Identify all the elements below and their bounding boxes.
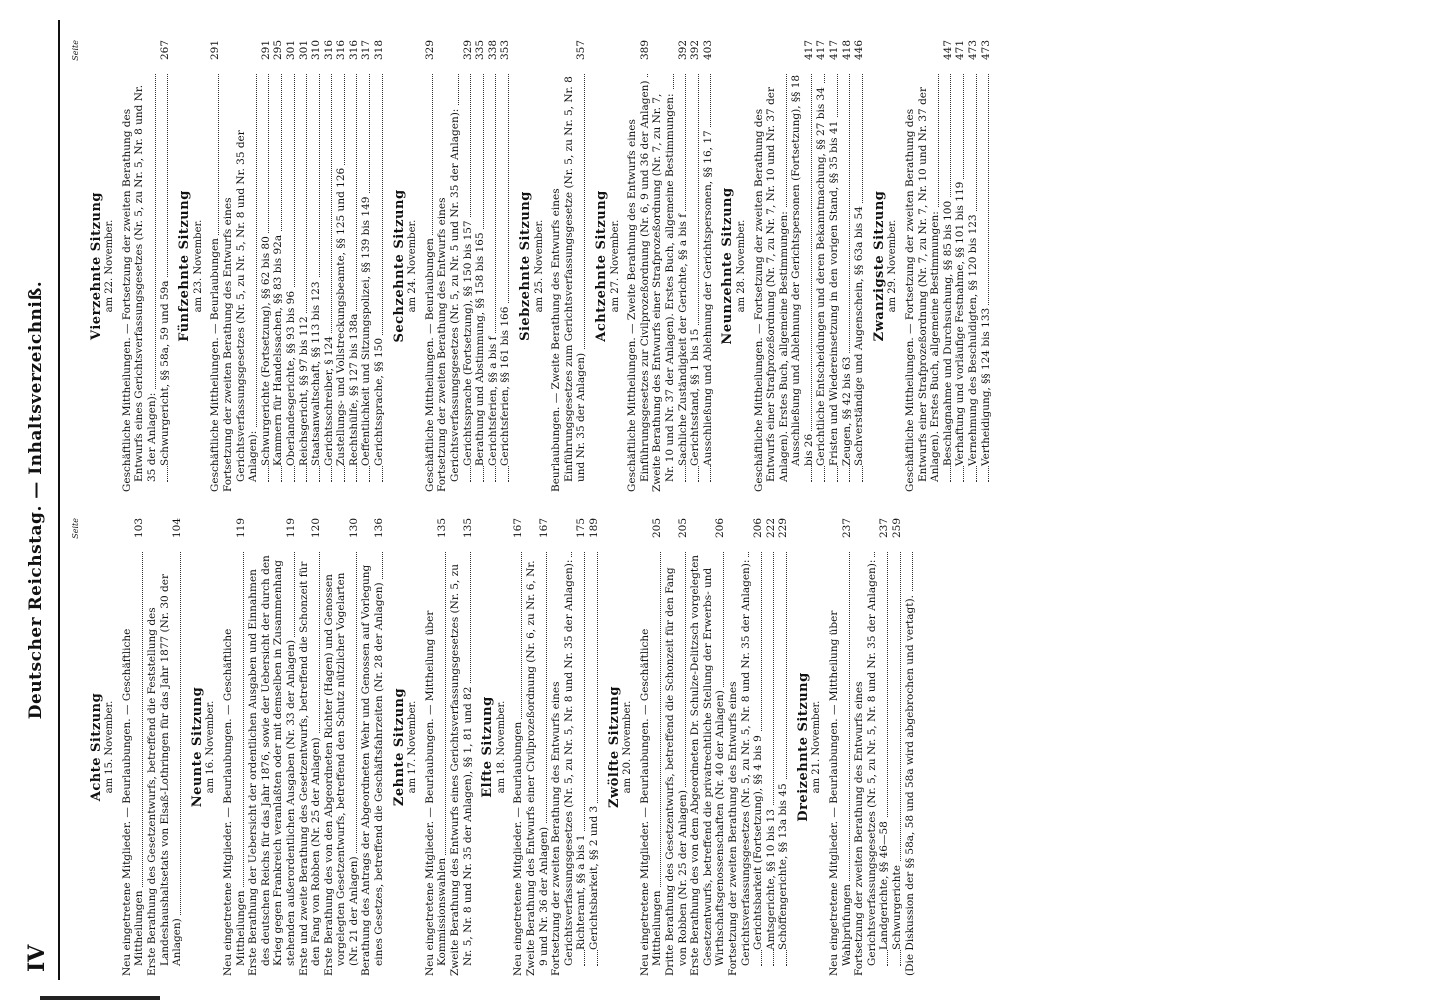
session-section	[593, 40, 714, 492]
toc-entry	[904, 40, 942, 492]
session-title: Zwanzigste Sitzung	[871, 190, 887, 342]
toc-entry	[777, 518, 790, 976]
toc-entry	[348, 40, 361, 492]
entry-page: 259	[891, 518, 904, 539]
toc-entry	[298, 40, 311, 492]
toc-entry	[474, 40, 487, 492]
session-section	[391, 40, 512, 492]
toc-entry	[752, 518, 765, 976]
entry-text: Zweite Berathung des Entwurfs einer Strafprozeßordnung (Nr. 7, zu Nr. 7, Nr. 10 und Nr. 37 der Anlagen). Erstes Buch, allgemeine Bestimmungen:	[651, 90, 676, 492]
entry-text: Sachverständige und Augenschein, §§ 63a bis 54	[853, 203, 865, 466]
entry-text: Fortsetzung der zweiten Berathung des Entwurfs eines Gerichtsverfassungsgesetzes (Nr. 5, zu Nr. 5, Nr. 8 und Nr. 35 der Anlagen):	[550, 557, 575, 976]
entry-page: 317	[360, 40, 373, 61]
entry-text: Dritte Berathung des Gesetzentwurfs, betreffend die Schonzeit für den Fang von Robben (Nr. 25 der Anlagen)	[663, 567, 689, 976]
entry-text: Erste Berathung der Uebersicht der ordentlichen Ausgaben und Einnahmen des deutschen Reichs für das Jahr 1876, sowie der Uebersicht der durch den Krieg gegen Frankreich veranlaßten oder mit demselben in Zusammenhang stehenden außerordentlichen Ausgaben (Nr. 33 der Anlagen)	[247, 555, 297, 976]
entry-text: Kammern für Handelssachen, §§ 83 bis 92a	[272, 232, 284, 466]
session-title: Achtzehnte Sitzung	[593, 190, 609, 342]
toc-entry	[815, 40, 828, 492]
toc-entry	[323, 40, 336, 492]
entry-page: 446	[853, 40, 866, 61]
toc-entry	[588, 518, 601, 976]
entry-text: Oberlandesgerichte, §§ 93 bis 96	[285, 288, 297, 466]
toc-entry	[942, 40, 955, 492]
toc-entry	[222, 518, 247, 976]
entry-text: Neu eingetretene Mitglieder. — Beurlaubungen	[512, 719, 524, 976]
right-column	[70, 40, 1392, 492]
entry-text: Rechtshülfe, §§ 127 bis 138a	[348, 311, 360, 466]
entry-text: Gerichtssprache, §§ 150	[373, 335, 385, 466]
session-title: Siebzehnte Sitzung	[518, 191, 533, 341]
entry-page: 473	[979, 40, 992, 61]
entry-text: Fortsetzung der zweiten Berathung des Entwurfs eines Gerichtsverfassungsgesetzes (Nr. 5, zu Nr. 5 und Nr. 35 der Anlagen):	[436, 106, 461, 492]
session-section	[179, 40, 386, 492]
session-section	[722, 40, 866, 492]
session-section	[391, 518, 475, 976]
session-section	[88, 518, 184, 976]
entry-page: 473	[967, 40, 979, 61]
toc-entry	[954, 40, 967, 492]
entry-text: Neu eingetretene Mitglieder. — Beurlaubungen. — Geschäftliche Mittheilungen	[221, 628, 247, 976]
entry-page: 301	[284, 40, 297, 61]
toc-entry	[298, 518, 323, 976]
toc-entry	[828, 518, 853, 976]
toc-entry	[891, 518, 904, 976]
entry-page: 119	[234, 518, 247, 539]
toc-entry	[285, 40, 298, 492]
toc-entry	[765, 518, 778, 976]
entry-text: Reichsgericht, §§ 97 bis 112	[298, 313, 310, 466]
toc-entry	[159, 40, 172, 492]
entry-page: 301	[297, 40, 310, 61]
entry-page: 136	[373, 518, 386, 539]
toc-entry	[980, 40, 993, 492]
entry-text: Berathung des Antrags der Abgeordneten Wehr und Genossen auf Vorlegung eines Gesetzes, betreffend die Geschäftsfahrzeiten (Nr. 28 der Anlagen)	[360, 564, 386, 976]
entry-text: Berathung und Abstimmung, §§ 158 bis 165	[474, 229, 486, 466]
entry-page: 135	[461, 518, 474, 539]
entry-page: 417	[815, 40, 828, 61]
session-title: Sechzehnte Sitzung	[391, 189, 407, 343]
entry-text: Gerichtliche Entscheidungen und deren Bekanntmachung, §§ 27 bis 34	[815, 84, 827, 466]
entry-text: Geschäftliche Mittheilungen. — Fortsetzung der zweiten Berathung des Entwurfs einer Strafprozeßordnung (Nr. 7, zu Nr. 7, Nr. 10 und Nr. 37 der Anlagen). Erstes Buch, allgemeine Bestimmungen:	[904, 86, 942, 492]
entry-page: 205	[676, 518, 689, 539]
session-section	[795, 518, 916, 976]
entry-page: 392	[689, 40, 702, 61]
toc-entry	[651, 40, 676, 492]
toc-entry	[449, 518, 474, 976]
toc-entry	[335, 40, 348, 492]
session-title: Dreizehnte Sitzung	[795, 672, 811, 822]
entry-text: Geschäftliche Mittheilungen. — Fortsetzung der zweiten Berathung des Entwurfs einer Strafprozeßordnung (Nr. 7, zu Nr. 7, Nr. 10 und Nr. 37 der Anlagen). Erstes Buch, allgemeine Bestimmungen:	[752, 86, 790, 492]
session-section	[189, 518, 386, 976]
toc-entry	[525, 518, 550, 976]
session-date: am 27. November.	[609, 219, 621, 313]
entry-text: Erste und zweite Berathung des Gesetzentwurfs, betreffend die Schonzeit für den Fang von Robben (Nr. 25 der Anlagen)	[297, 561, 323, 976]
toc-entry	[853, 40, 866, 492]
entry-text: Zustellungs- und Vollstreckungsbeamte, §§ 125 und 126	[335, 165, 347, 466]
entry-page: 206	[752, 518, 765, 539]
entry-page: 267	[158, 40, 171, 61]
toc-entry	[967, 40, 980, 492]
entry-page: 120	[310, 518, 323, 539]
entry-page: 318	[373, 40, 386, 61]
entry-page: 291	[209, 40, 222, 61]
entry-text: Geschäftliche Mittheilungen. — Fortsetzung der zweiten Berathung des Entwurfs eines Gerichtsverfassungsgesetzes (Nr. 5, zu Nr. 5, Nr. 8 und Nr. 35 der Anlagen):	[120, 84, 158, 492]
toc-entry	[664, 518, 689, 976]
entry-page: 167	[512, 518, 525, 539]
toc-entry	[639, 518, 664, 976]
session-section	[606, 518, 790, 976]
toc-entry	[626, 40, 651, 492]
entry-page: 335	[474, 40, 487, 61]
session-date: am 28. November.	[735, 219, 747, 313]
entry-page: 417	[802, 40, 815, 61]
entry-text: Schwurgerichte	[891, 862, 903, 950]
entry-text: Zweite Berathung des Entwurfs eines Gerichtsverfassungsgesetzes (Nr. 5, zu Nr. 5, Nr. 8 und Nr. 35 der Anlagen), §§ 1, 81 und 82	[449, 563, 474, 976]
entry-text: Schwurgerichte (Fortsetzung), §§ 62 bis 80	[260, 233, 272, 466]
entry-text: Ausschließung und Ablehnung der Gerichtspersonen, §§ 16, 17	[702, 127, 714, 466]
toc-entry	[828, 40, 841, 492]
page-number: IV	[24, 944, 50, 972]
entry-text: Gerichtsstand, §§ 1 bis 15	[689, 326, 701, 466]
toc-entry	[247, 518, 297, 976]
entry-text: Fortsetzung der zweiten Berathung des Entwurfs eines Gerichtsverfassungsgesetzes (Nr. 5, zu Nr. 5, Nr. 8 und Nr. 35 der Anlagen):	[853, 557, 878, 976]
session-date: am 22. November.	[104, 219, 116, 313]
entry-text: Staatsanwaltschaft, §§ 113 bis 123	[310, 278, 322, 466]
entry-text: Beschlagnahme und Durchsuchung, §§ 85 bis 100	[942, 198, 954, 466]
toc-entry	[360, 518, 385, 976]
toc-entry	[575, 518, 588, 976]
toc-entry	[677, 40, 690, 492]
session-section	[88, 40, 172, 492]
entry-text: Gerichtsbarkeit, §§ 2 und 3	[588, 803, 600, 950]
session-section	[520, 40, 588, 492]
toc-entry	[904, 518, 917, 976]
session-date: am 17. November.	[407, 700, 419, 794]
entry-text: Gerichtsferien, §§ a bis f	[487, 334, 499, 467]
entry-page: 119	[284, 518, 297, 539]
entry-text: Neu eingetretene Mitglieder. — Beurlaubungen. — Geschäftliche Mittheilungen	[638, 628, 664, 976]
session-title: Neunte Sitzung	[189, 686, 205, 808]
seite-label: Seite	[71, 518, 80, 539]
entry-page: 237	[840, 518, 853, 539]
entry-page: 316	[335, 40, 348, 61]
session-title: Neunzehnte Sitzung	[720, 187, 736, 345]
session-title: Zwölfte Sitzung	[606, 686, 622, 808]
toc-entry	[462, 40, 475, 492]
toc-entry	[499, 40, 512, 492]
session-title: Elfte Sitzung	[480, 696, 496, 798]
entry-page: 357	[575, 40, 588, 61]
entry-text: Amtsgerichte, §§ 10 bis 13	[765, 806, 777, 950]
left-column	[70, 518, 1392, 976]
session-date: am 23. November.	[192, 219, 204, 313]
toc-entry	[121, 40, 159, 492]
entry-page: 104	[171, 518, 184, 539]
entry-text: Gerichtssprache (Fortsetzung), §§ 150 bis 157	[462, 217, 474, 466]
entry-text: Geschäftliche Mittheilungen. — Beurlaubungen	[424, 235, 436, 492]
entry-page: 310	[310, 40, 323, 61]
entry-text: Landgerichte, §§ 46—58	[878, 818, 890, 950]
toc-entry	[512, 518, 525, 976]
entry-text: Richteramt, §§ a bis 1	[575, 832, 587, 950]
session-date: am 18. November.	[495, 700, 507, 794]
session-section	[482, 518, 600, 976]
session-date: am 16. November.	[205, 700, 217, 794]
toc-entry	[487, 40, 500, 492]
toc-entry	[360, 40, 373, 492]
entry-page: 167	[537, 518, 550, 539]
entry-text: Beurlaubungen. — Zweite Berathung des Entwurfs eines Einführungsgesetzes zum Gerichtsverfassungsgesetze (Nr. 5, zu Nr. 5, Nr. 8 und Nr. 35 der Anlagen)	[550, 76, 588, 492]
entry-page: 295	[272, 40, 285, 61]
entry-text: Oeffentlichkeit und Sitzungspolizei, §§ 139 bis 149	[360, 194, 372, 466]
entry-text: Zweite Berathung des Entwurfs einer Civilprozeßordnung (Nr. 6, zu Nr. 6, Nr. 9 und Nr. 36 der Anlagen)	[525, 560, 550, 976]
entry-page: 237	[878, 518, 891, 539]
session-date: am 15. November.	[104, 700, 116, 794]
entry-text: Gerichtsschreiber, § 124	[323, 333, 335, 466]
entry-text: Gerichtsbarkeit (Fortsetzung), §§ 4 bis 9	[752, 732, 764, 950]
entry-page: 316	[322, 40, 335, 61]
toc-entry	[310, 40, 323, 492]
toc-entry	[260, 40, 273, 492]
toc-entry	[146, 518, 184, 976]
entry-page: 291	[259, 40, 272, 61]
session-date: am 21. November.	[811, 700, 823, 794]
entry-text: Geschäftliche Mittheilungen. — Zweite Berathung des Entwurfs eines Einführungsgesetzes zur Civilprozeßordnung (Nr. 6, 9 und 36 der Anlagen)	[626, 77, 651, 492]
toc-entry	[436, 40, 461, 492]
scan-margin-mark	[40, 996, 160, 1000]
entry-text: Fortsetzung der zweiten Berathung des Entwurfs eines Gerichtsverfassungsgesetzes (Nr. 5, zu Nr. 5, Nr. 8 und Nr. 35 der Anlagen):	[221, 130, 260, 492]
entry-text: Vernehmung des Beschuldigten, §§ 120 bis 123	[967, 211, 979, 466]
toc-entry	[424, 40, 437, 492]
entry-text: Erste Berathung des von dem Abgeordneten Dr. Schulze-Delitzsch vorgelegten Gesetzentwurfs, betreffend die privatrechtliche Stellung der Erwerbs- und Wirthschaftsgenossenschaften (Nr. 40 der Anlagen)	[689, 554, 727, 976]
toc-entry	[753, 40, 791, 492]
entry-text: Fortsetzung der zweiten Berathung des Entwurfs eines Gerichtsverfassungsgesetzes (Nr. 5, zu Nr. 5, Nr. 8 und Nr. 35 der Anlagen):	[727, 557, 752, 976]
entry-text: Sachliche Zuständigkeit der Gerichte, §§ a bis f	[677, 211, 689, 466]
toc-entry	[424, 518, 449, 976]
session-section	[871, 40, 992, 492]
session-date: am 24. November.	[407, 219, 419, 313]
toc-entry	[689, 518, 727, 976]
entry-page: 103	[133, 518, 146, 539]
entry-text: Geschäftliche Mittheilungen. — Beurlaubungen	[209, 235, 221, 492]
toc-entry	[272, 40, 285, 492]
entry-page: 418	[840, 40, 853, 61]
entry-page: 316	[347, 40, 360, 61]
entry-page: 471	[954, 40, 967, 61]
entry-page: 205	[651, 518, 664, 539]
entry-text: Erste Berathung des Gesetzentwurfs, betreffend die Feststellung des Landeshaushaltsetats von Elsaß-Lothringen für das Jahr 1877 (Nr. 30 der Anlagen)	[145, 574, 184, 976]
entry-text: Neu eingetretene Mitglieder. — Beurlaubungen. — Mittheilung über Wahlprüfungen	[828, 610, 853, 976]
toc-entry	[841, 40, 854, 492]
session-date: am 25. November.	[533, 219, 545, 313]
entry-text: Vertheidigung, §§ 124 bis 133	[980, 305, 992, 466]
entry-text: Zeugen, §§ 42 bis 63	[841, 354, 853, 466]
session-title: Zehnte Sitzung	[391, 687, 407, 807]
toc-entry	[373, 40, 386, 492]
entry-page: 329	[461, 40, 474, 61]
entry-text: Schöffengerichte, §§ 13a bis 45	[777, 780, 789, 950]
entry-page: 403	[701, 40, 714, 61]
toc-entry	[727, 518, 752, 976]
session-title: Vierzehnte Sitzung	[88, 192, 104, 340]
session-title: Fünfzehnte Sitzung	[177, 190, 193, 342]
page-header	[18, 20, 60, 980]
toc-entry	[222, 40, 260, 492]
toc-entry	[550, 518, 575, 976]
entry-text: Fristen und Wiedereinsetzung in den vorigen Stand, §§ 35 bis 41	[828, 118, 840, 466]
entry-text: Erste Berathung des von den Abgeordneten Richter (Hagen) und Genossen vorgelegten Gesetzentwurfs, betreffend den Schutz nützlicher Vogelarten (Nr. 21 der Anlagen)	[322, 572, 360, 976]
entry-page: 389	[638, 40, 651, 61]
entry-text: Verhaftung und vorläufige Festnahme, §§ 101 bis 119	[954, 179, 966, 466]
entry-page: 175	[575, 518, 588, 539]
seite-label: Seite	[71, 40, 80, 61]
session-date: am 20. November.	[622, 700, 634, 794]
entry-text: Neu eingetretene Mitglieder. — Beurlaubungen. — Geschäftliche Mittheilungen	[120, 628, 146, 976]
toc-entry	[323, 518, 361, 976]
entry-page: 229	[777, 518, 790, 539]
page-title: Deutscher Reichstag. — Inhaltsverzeichniß.	[26, 280, 46, 720]
entry-text: (Die Diskussion der §§ 58a, 58 und 58a wird abgebrochen und vertagt).	[904, 592, 916, 976]
session-title: Achte Sitzung	[88, 692, 104, 802]
entry-page: 222	[764, 518, 777, 539]
entry-page: 338	[486, 40, 499, 61]
toc-entry	[878, 518, 891, 976]
toc-entry	[121, 518, 146, 976]
entry-page: 417	[828, 40, 841, 61]
toc-entry	[853, 518, 878, 976]
toc-entry	[550, 40, 588, 492]
entry-page: 392	[676, 40, 689, 61]
entry-page: 447	[941, 40, 954, 61]
entry-page: 189	[587, 518, 600, 539]
entry-text: Schwurgericht, §§ 58a, 59 und 59a	[159, 278, 171, 467]
entry-page: 206	[714, 518, 727, 539]
toc-entry	[702, 40, 715, 492]
toc-entry	[209, 40, 222, 492]
toc-entry	[790, 40, 815, 492]
entry-page: 329	[423, 40, 436, 61]
entry-page: 135	[436, 518, 449, 539]
session-date: am 29. November.	[887, 219, 899, 313]
entry-text: Neu eingetretene Mitglieder. — Beurlaubungen. — Mittheilung über Kommissionswahlen	[423, 610, 449, 976]
entry-text: Ausschließung und Ablehnung der Gerichtspersonen (Fortsetzung), §§ 18 bis 26	[790, 74, 815, 466]
entry-page: 130	[347, 518, 360, 539]
toc-entry	[689, 40, 702, 492]
entry-text: Gerichtsferien, §§ 161 bis 166	[499, 304, 511, 466]
entry-page: 353	[499, 40, 512, 61]
